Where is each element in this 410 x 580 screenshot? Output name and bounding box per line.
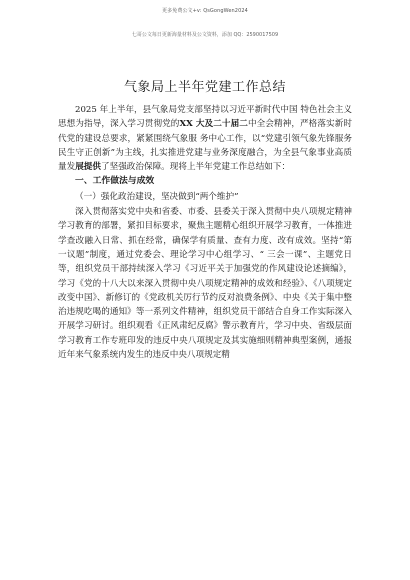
section-heading-1: 一、工作做法与成效 (75, 176, 155, 187)
document-title: 气象局上半年党建工作总结 (123, 80, 286, 95)
body-paragraph-1: 深入贯彻落实党中央和省委、市委、县委关于深入贯彻中央八项规定精神学习教育的部署，紧扣目标要求，聚焦主题精心组织开展学习教育，一体推进学查改融入日常、抓在经常，确保学有质量、查有力度、改有成效。坚持“第一议题”制度，通过党委会、理论学习中心组学习、“ 三会一课”、主题党日等，组织党员干部持续深入学习《习近平关于加强党的作风建设论述摘编》，学习《党的十八大以来深入贯彻中央八项规定精神的成效和经验》、《八项规定改变中国》、新修订的《党政机关厉行节约反对浪费条例》、中央《关于集中整治违规吃喝的通知》等一系列文件精神，组织党员干部结合自身工作实际深入开展学习研讨。组织观看《正风肃纪反腐》警示教育片，学习中央、省级层面学习教育工作专班印发的违反中央八项规定及其实施细则精神典型案例，通报近年来气象系统内发生的违反中央八项规定精 (58, 207, 352, 361)
intro-paragraph (58, 103, 352, 174)
intro-text-2: 中全会精神，严格落实新时代党的建设总要求，紧紧围绕气象服 务中心工作，以“党建引领气象先锋服务民生守正创新”为主线，扎实推进党建与业务深度融合，为全县气象事业高质量发 (58, 119, 352, 173)
subsection-heading-1: （一）强化政治建设，坚决做到“两个维护” (75, 191, 239, 202)
document-body (58, 76, 352, 362)
intro-bold-2: 展提供 (75, 162, 101, 173)
intro-bold-1: XX 大及二十届二 (179, 119, 248, 130)
intro-text-1: 2025 年上半年，县气象局党支部坚持以习近平新时代中国 特色社会主义思想为指导，深入学习贯彻党的 (58, 105, 352, 130)
watermark-banner: 更多免费公文+v: QsGongWen2024 (162, 8, 248, 14)
intro-text-3: 了坚强政治保障。现将上半年党建工作总结如下： (101, 162, 291, 173)
source-note: 七哥公文每日更新海量材料及公文资料，添加 QQ：2590017509 (131, 32, 279, 38)
